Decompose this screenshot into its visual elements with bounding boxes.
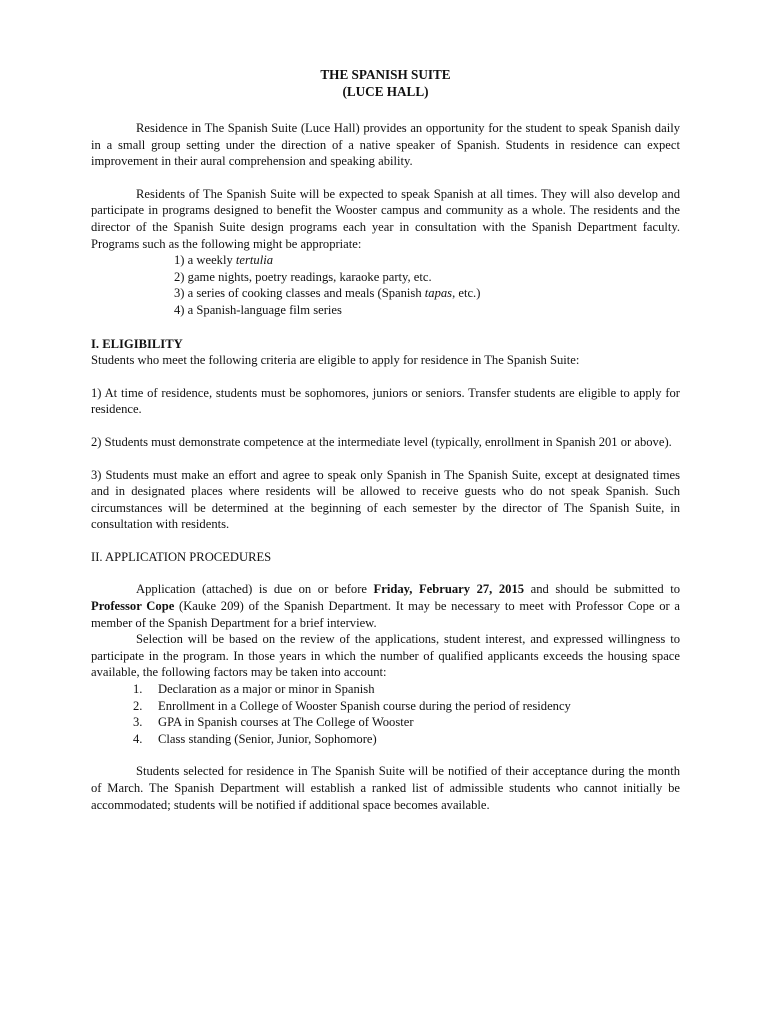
eligibility-criterion-2: 2) Students must demonstrate competence at the intermediate level (typically, enrollment in Spanish 201 or above). — [91, 434, 672, 449]
closing-paragraph: Students selected for residence in The Spanish Suite will be notified of their acceptance during the month of March. The Spanish Department will establish a ranked list of admissible students who cannot initially be accommodated; students will be notified if additional space becomes available. — [91, 764, 680, 812]
list-emphasis: tapas — [424, 286, 453, 301]
list-text: Declaration as a major or minor in Spanish — [158, 682, 375, 697]
programs-list — [91, 252, 680, 318]
professor-name: Professor Cope — [91, 599, 175, 614]
list-item — [133, 714, 680, 731]
list-text: a Spanish-language film series — [187, 302, 342, 317]
application-text: (Kauke 209) of the Spanish Department. It may be necessary to meet with Professor Cope or a member of the Spanish Department for a brief interview. — [91, 599, 680, 630]
application-heading: II. APPLICATION PROCEDURES — [91, 549, 272, 564]
eligibility-lead: Students who meet the following criteria are eligible to apply for residence in The Spanish Suite: — [91, 353, 580, 368]
eligibility-criterion-1: 1) At time of residence, students must be sophomores, juniors or seniors. Transfer students are eligible to apply for residence. — [91, 385, 680, 417]
list-text: a weekly — [187, 253, 236, 268]
document-subtitle: (LUCE HALL) — [342, 84, 429, 99]
list-item — [133, 698, 680, 715]
list-text-after: , etc.) — [452, 286, 481, 301]
list-item — [174, 285, 680, 302]
list-number: 1. — [133, 682, 143, 697]
list-text: a series of cooking classes and meals (Spanish — [187, 286, 425, 301]
intro-paragraph-1: Residence in The Spanish Suite (Luce Hall) provides an opportunity for the student to speak Spanish daily in a small group setting under the direction of a native speaker of Spanish. Students in residence can expect improvement in their aural comprehension and speaking ability. — [91, 121, 680, 169]
eligibility-criterion-3: 3) Students must make an effort and agree to speak only Spanish in The Spanish Suite, except at designated times and in designated places where residents will be allowed to receive guests who do not speak Spanish. Such circumstances will be determined at the beginning of each semester by the director of The Spanish Suite, in consultation with residents. — [91, 467, 680, 532]
document-body — [91, 66, 680, 813]
list-emphasis: tertulia — [235, 253, 274, 268]
list-item — [133, 731, 680, 748]
list-text: game nights, poetry readings, karaoke party, etc. — [187, 269, 432, 284]
document-title: THE SPANISH SUITE — [320, 67, 451, 82]
list-item — [133, 681, 680, 698]
application-text: Application (attached) is due on or before — [136, 582, 374, 597]
due-date: Friday, February 27, 2015 — [373, 582, 525, 597]
eligibility-heading: I. ELIGIBILITY — [91, 336, 183, 351]
intro-paragraph-2: Residents of The Spanish Suite will be expected to speak Spanish at all times. They will also develop and participate in programs designed to benefit the Wooster campus and community as a whole. The residents and the director of the Spanish Suite design programs each year in consultation with the Spanish Department faculty. Programs such as the following might be appropriate: — [91, 186, 680, 251]
list-item — [174, 302, 680, 319]
list-number: 4. — [133, 731, 143, 746]
list-number: 3. — [133, 715, 143, 730]
list-number: 4) — [174, 302, 185, 317]
list-text: GPA in Spanish courses at The College of Wooster — [158, 715, 414, 730]
application-text: and should be submitted to — [524, 582, 680, 597]
list-number: 3) — [174, 286, 185, 301]
list-item — [174, 252, 680, 269]
list-text: Enrollment in a College of Wooster Spanish course during the period of residency — [158, 698, 571, 713]
application-paragraph-2: Selection will be based on the review of the applications, student interest, and expressed willingness to participate in the program. In those years in which the number of qualified applicants exceeds the housing space available, the following factors may be taken into account: — [91, 632, 680, 680]
list-number: 2. — [133, 698, 143, 713]
list-number: 2) — [174, 269, 185, 284]
list-text: Class standing (Senior, Junior, Sophomore) — [158, 731, 377, 746]
application-paragraph-1 — [91, 581, 680, 631]
list-number: 1) — [174, 253, 185, 268]
list-item — [174, 269, 680, 286]
selection-factors-list — [91, 681, 680, 747]
